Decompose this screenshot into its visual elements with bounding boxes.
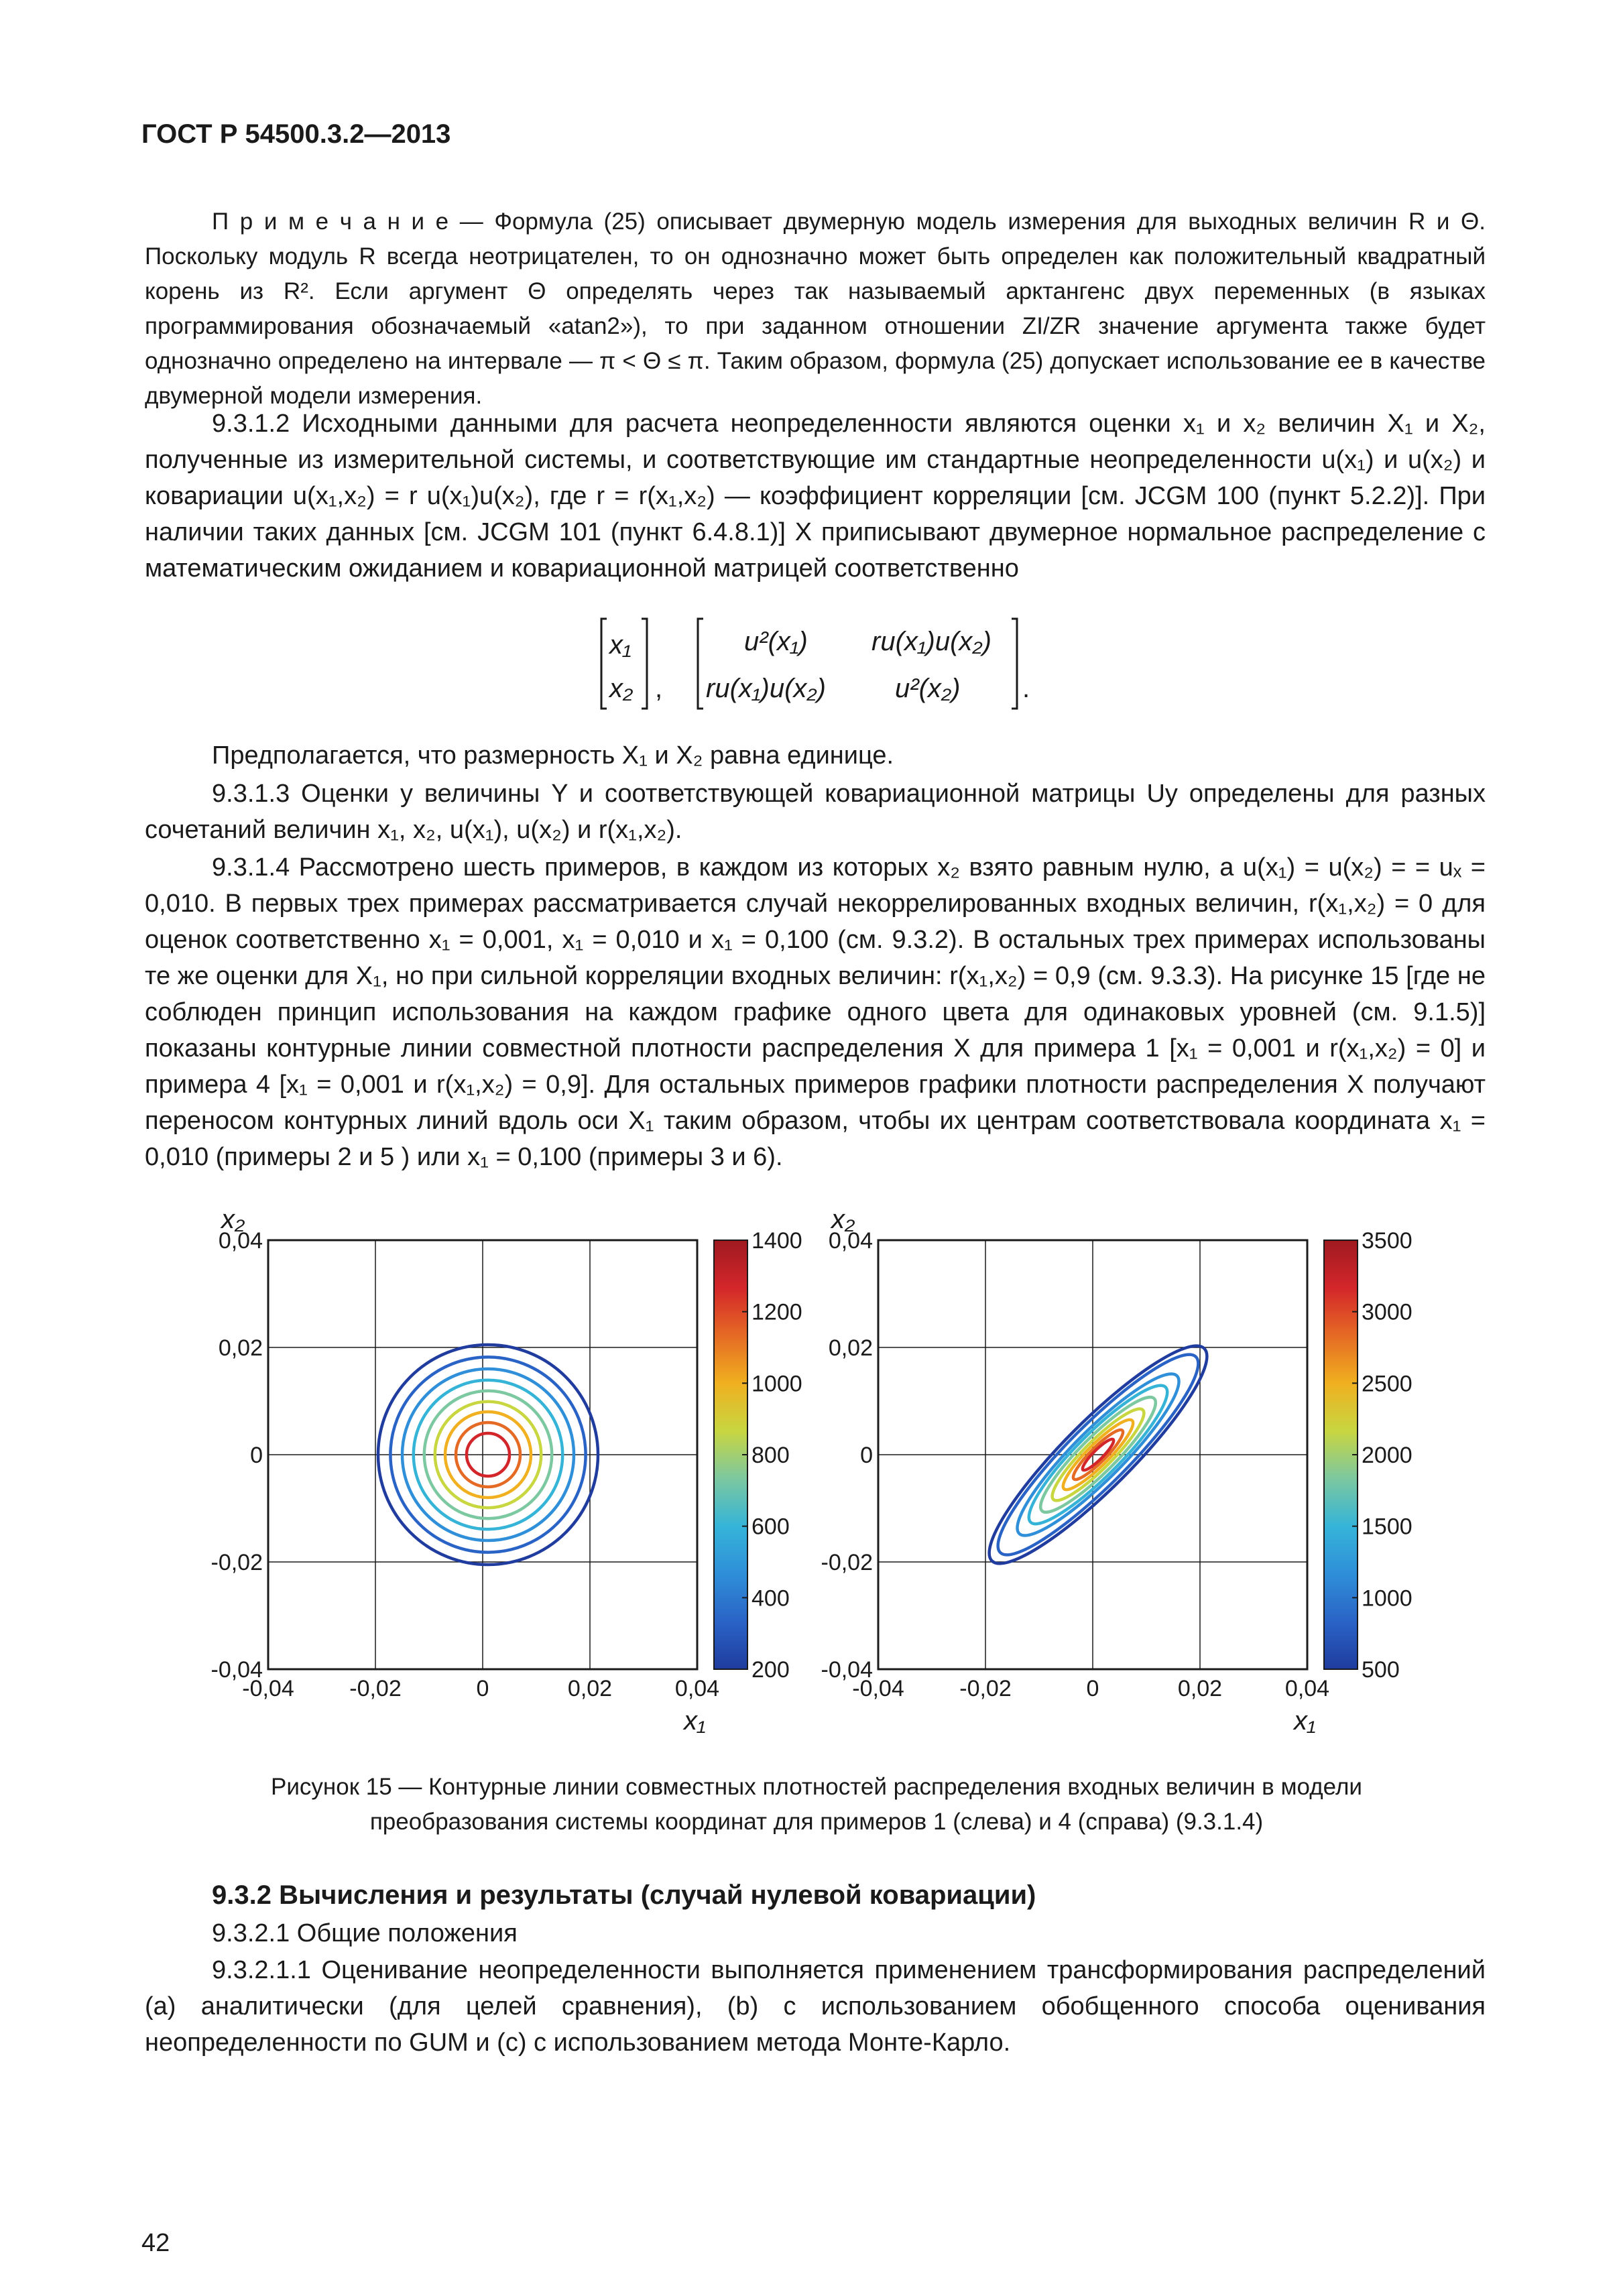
- colorbar-tick-label: 800: [752, 1443, 790, 1468]
- colorbar-tick-label: 3500: [1362, 1228, 1412, 1254]
- matrix-m12: ru(x₁)u(x₂): [871, 627, 991, 656]
- paragraph-assumption: Предполагается, что размерность X₁ и X₂ равна единице.: [212, 741, 894, 770]
- colorbar-tick-label: 1200: [752, 1299, 802, 1325]
- colorbar-tick-label: 1000: [1362, 1585, 1412, 1612]
- caption-line-2: преобразования системы координат для примеров 1 (слева) и 4 (справа) (9.3.1.4): [369, 1809, 1264, 1835]
- note-text: — Формула (25) описывает двумерную модель измерения для выходных величин R и Θ. Поскольку модуль R всегда неотрицателен, то он однозначно может быть определен как положительный квадратный корень из R². Если аргумент Θ определять через так называемый арктангенс двух переменных (в языках программирования обозначаемый «atan2»), то при заданном отношении ZI/ZR значение аргумента также будет однозначно определено на интервале — π < Θ ≤ π. Таким образом, формула (25) допускает использование ее в качестве двумерной модели измерения.: [145, 208, 1486, 409]
- y-tick-label: -0,02: [211, 1550, 263, 1575]
- x-tick-label: -0,04: [852, 1676, 904, 1701]
- x-tick-label: -0,02: [959, 1676, 1012, 1701]
- colorbar-tick-label: 1000: [752, 1371, 802, 1397]
- standard-header: ГОСТ Р 54500.3.2—2013: [141, 119, 451, 149]
- y-tick-label: -0,04: [821, 1657, 873, 1683]
- y-tick-label: -0,02: [821, 1550, 873, 1575]
- section-heading: 9.3.2 Вычисления и результаты (случай нулевой ковариации): [212, 1880, 1036, 1910]
- x-tick-label: 0,04: [1284, 1676, 1330, 1701]
- vector-bottom: x₂: [609, 674, 634, 703]
- subsection-heading: 9.3.2.1 Общие положения: [212, 1919, 518, 1947]
- paragraph-9-3-1-2: 9.3.1.2 Исходными данными для расчета неопределенности являются оценки x₁ и x₂ величин X₁ и X₂, полученные из измерительной системы, и соответствующие им стандартные неопределенности u(x₁) и u(x₂) и ковариации u(x₁,x₂) = r u(x₁)u(x₂), где r = r(x₁,x₂) — коэффициент корреляции [см. JCGM 100 (пункт 5.2.2)]. При наличии таких данных [см. JCGM 101 (пункт 6.4.8.1)] X приписывают двумерное нормальное распределение с математическим ожиданием и ковариационной матрицей соответственно: [145, 410, 1486, 583]
- colorbar-tick-label: 3000: [1362, 1299, 1412, 1325]
- y-axis-label: x₂: [221, 1205, 245, 1234]
- colorbar-tick-label: 2500: [1362, 1371, 1412, 1397]
- y-tick-label: -0,04: [211, 1657, 263, 1683]
- matrix-formula: [600, 613, 1069, 714]
- colorbar-tick-label: 500: [1362, 1657, 1400, 1683]
- comma: ,: [655, 674, 663, 703]
- colorbar-tick-label: 1400: [752, 1228, 802, 1254]
- x-tick-label: 0: [476, 1676, 489, 1701]
- matrix-m21: ru(x₁)u(x₂): [706, 674, 826, 703]
- matrix-m22: u²(x₂): [895, 674, 961, 703]
- y-axis-label: x₂: [831, 1205, 855, 1234]
- period: .: [1022, 674, 1030, 703]
- x-tick-label: 0,02: [1177, 1676, 1223, 1701]
- colorbar-tick-label: 200: [752, 1657, 790, 1683]
- figure-15: [201, 1180, 1448, 1756]
- y-tick-label: 0: [860, 1443, 873, 1468]
- caption-line-1: Рисунок 15 — Контурные линии совместных плотностей распределения входных величин в модели: [271, 1774, 1362, 1800]
- x-tick-label: -0,04: [242, 1676, 294, 1701]
- chart-2: [821, 1205, 1412, 1736]
- x-axis-label: x₁: [1294, 1706, 1316, 1736]
- page-number: 42: [141, 2229, 170, 2257]
- y-tick-label: 0: [250, 1443, 263, 1468]
- y-tick-label: 0,04: [218, 1228, 263, 1254]
- y-tick-label: 0,04: [828, 1228, 873, 1254]
- y-tick-label: 0,02: [218, 1335, 263, 1361]
- chart-1: [211, 1205, 802, 1736]
- colorbar-tick-label: 1500: [1362, 1514, 1412, 1540]
- colorbar-tick-label: 2000: [1362, 1443, 1412, 1468]
- paragraph-9-3-1-4: 9.3.1.4 Рассмотрено шесть примеров, в каждом из которых x₂ взято равным нулю, а u(x₁) = u(x₂) = = uₓ = 0,010. В первых трех примерах рассматривается случай некоррелированных входных величин, r(x₁,x₂) = 0 для оценок соответственно x₁ = 0,001, x₁ = 0,010 и x₁ = 0,100 (см. 9.3.2). В остальных трех примерах использованы те же оценки для X₁, но при сильной корреляции входных величин: r(x₁,x₂) = 0,9 (см. 9.3.3). На рисунке 15 [где не соблюден принцип использования на каждом графике одного цвета для одинаковых уровней (см. 9.1.5)] показаны контурные линии совместной плотности распределения X для примера 1 [x₁ = 0,001 и r(x₁,x₂) = 0] и примера 4 [x₁ = 0,001 и r(x₁,x₂) = 0,9]. Для остальных примеров графики плотности распределения X получают переносом контурных линий вдоль оси X₁ таким образом, чтобы их центрам соответствовала координата x₁ = 0,010 (примеры 2 и 5 ) или x₁ = 0,100 (примеры 3 и 6).: [145, 853, 1486, 1171]
- colorbar-tick-label: 600: [752, 1514, 790, 1540]
- x-tick-label: 0,04: [674, 1676, 720, 1701]
- paragraph-9-3-2-1-1: 9.3.2.1.1 Оценивание неопределенности выполняется применением трансформирования распределений (a) аналитически (для целей сравнения), (b) с использованием обобщенного способа оценивания неопределенности по GUM и (c) с использованием метода Монте-Карло.: [145, 1956, 1486, 2057]
- x-tick-label: 0,02: [567, 1676, 613, 1701]
- note-label: П р и м е ч а н и е: [212, 208, 449, 235]
- figure-caption: [213, 1770, 1420, 1839]
- y-tick-label: 0,02: [828, 1335, 873, 1361]
- x-tick-label: -0,02: [349, 1676, 402, 1701]
- colorbar-tick-label: 400: [752, 1585, 790, 1612]
- matrix-m11: u²(x₁): [744, 627, 808, 656]
- paragraph-9-3-1-3: 9.3.1.3 Оценки y величины Y и соответствующей ковариационной матрицы Uy определены для разных сочетаний величин x₁, x₂, u(x₁), u(x₂) и r(x₁,x₂).: [145, 780, 1486, 844]
- vector-top: x₁: [609, 630, 632, 660]
- note-paragraph: [145, 204, 1486, 414]
- x-tick-label: 0: [1086, 1676, 1099, 1701]
- x-axis-label: x₁: [684, 1706, 706, 1736]
